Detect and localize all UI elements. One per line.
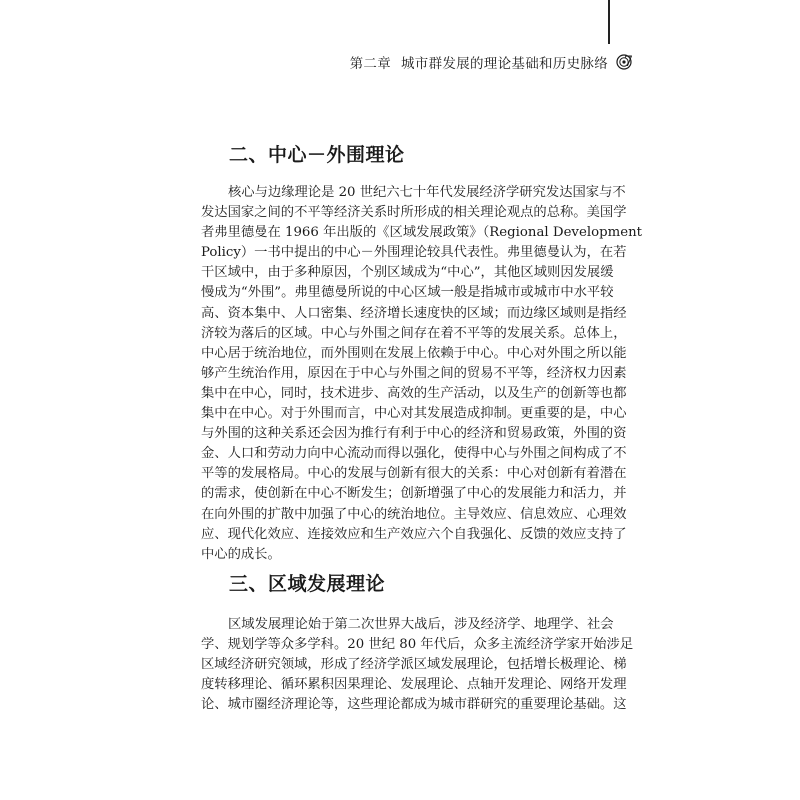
text-line: 够产生统治作用，原因在于中心与外围之间的贸易不平等，经济权力因素: [201, 365, 627, 381]
text-line: 发达国家之间的不平等经济关系时所形成的相关理论观点的总称。美国学: [201, 205, 627, 221]
text-line: 平等的发展格局。中心的发展与创新有很大的关系：中心对创新有着潜在: [201, 466, 627, 482]
text-line: 应、现代化效应、连接效应和生产效应六个自我强化、反馈的效应支持了: [201, 526, 627, 542]
text-line: 与外围的这种关系还会因为推行有利于中心的经济和贸易政策，外围的资: [201, 426, 627, 442]
chapter-label: 第二章: [349, 56, 391, 72]
text-line: 济较为落后的区域。中心与外围之间存在着不平等的发展关系。总体上，: [201, 325, 627, 341]
text-line: 集中在中心。对于外围而言，中心对其发展造成抑制。更重要的是，中心: [201, 406, 627, 422]
text-line: 学、规划学等众多学科。20 世纪 80 年代后，众多主流经济学家开始涉足: [201, 637, 634, 653]
text-line: 干区域中，由于多种原因，个别区域成为“中心”，其他区域则因发展缓: [201, 265, 614, 281]
text-line: Policy）一书中提出的中心－外围理论较具代表性。弗里德曼认为，在若: [201, 245, 627, 261]
chapter-title: 城市群发展的理论基础和历史脉络: [401, 56, 608, 72]
header-vertical-rule: [608, 0, 610, 44]
text-line: 慢成为“外围”。弗里德曼所说的中心区域一般是指城市或城市中水平较: [201, 285, 614, 301]
text-line: 在向外围的扩散中加强了中心的统治地位。主导效应、信息效应、心理效: [201, 506, 627, 522]
text-line: 金、人口和劳动力向中心流动而得以强化，使得中心与外围之间构成了不: [201, 446, 627, 462]
text-line: 集中在中心，同时，技术进步、高效的生产活动，以及生产的创新等也都: [201, 385, 627, 401]
section-heading: 二、中心－外围理论: [229, 144, 405, 166]
page-number: 7: [624, 54, 633, 70]
text-line: 论、城市圈经济理论等，这些理论都成为城市群研究的重要理论基础。这: [201, 697, 627, 713]
text-line: 中心的成长。: [201, 546, 281, 562]
text-line: 核心与边缘理论是 20 世纪六七十年代发展经济学研究发达国家与不: [228, 185, 626, 200]
section-heading: 三、区域发展理论: [229, 573, 386, 595]
text-line: 高、资本集中、人口密集、经济增长速度快的区域；而边缘区域则是指经: [201, 305, 627, 321]
text-line: 者弗里德曼在 1966 年出版的《区域发展政策》（Regional Development: [201, 225, 642, 241]
section-paragraph: [201, 615, 634, 715]
text-line: 区域发展理论始于第二次世界大战后，涉及经济学、地理学、社会: [228, 617, 614, 632]
text-line: 的需求，使创新在中心不断发生；创新增强了中心的发展能力和活力，并: [201, 486, 627, 502]
section-paragraph: [201, 183, 642, 565]
running-header: [350, 51, 632, 73]
text-line: 区域经济研究领域，形成了经济学派区域发展理论，包括增长极理论、梯: [201, 657, 627, 673]
text-line: 中心居于统治地位，而外围则在发展上依赖于中心。中心对外围之所以能: [201, 345, 627, 361]
text-line: 度转移理论、循环累积因果理论、发展理论、点轴开发理论、网络开发理: [201, 677, 627, 693]
